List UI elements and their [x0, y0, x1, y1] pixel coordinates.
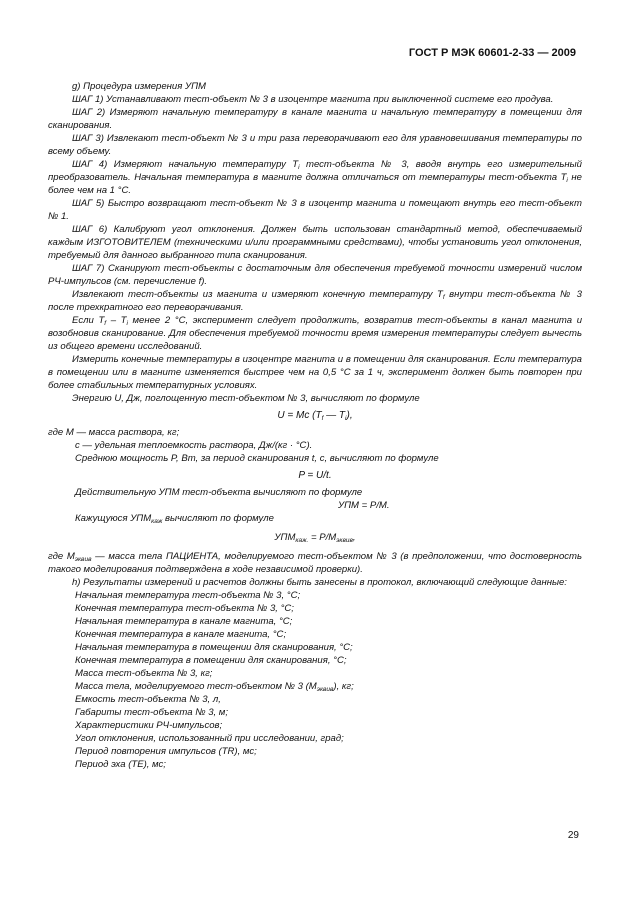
list-item: Угол отклонения, использованный при исследовании, град;	[75, 733, 344, 744]
document-body	[48, 80, 582, 771]
paragraph-if-condition: Если $T_f - T_i$ менее 2 °С, эксперимент следует продолжить, возвратив тест-объекты в канал магнита и возобновив сканирование. Для обеспечения требуемой точности время измерения температуры следует вычесть из общего времени исследований.	[48, 315, 583, 352]
list-item: Масса тест-объекта № 3, кг;	[75, 668, 213, 679]
paragraph-step-2: ШАГ 2) Измеряют начальную температуру в канале магнита и начальную температуру в помещении для сканирования.	[48, 107, 582, 131]
formula-power: P = U/t.	[298, 470, 332, 481]
list-item: Характеристики РЧ-импульсов;	[75, 720, 223, 731]
list-item: Конечная температура в помещении для сканирования, °С;	[75, 655, 347, 666]
protocol-data-list	[48, 589, 582, 771]
paragraph-section-h: h) Результаты измерений и расчетов должны быть занесены в протокол, включающий следующие данные:	[72, 577, 567, 588]
paragraph-step-1: ШАГ 1) Устанавливают тест-объект № 3 в изоцентре магнита при выключенной системе его продува.	[72, 94, 554, 105]
formula-energy: U = Mc ($T_f$ — $T_i$),	[277, 410, 353, 422]
formula-apparent-sar: $УПМ_{каж.} = P/M_{эквив}$,	[274, 532, 356, 544]
list-item: Габариты тест-объекта № 3, м;	[75, 707, 229, 718]
list-item: Начальная температура в канале магнита, °С;	[75, 616, 293, 627]
document-header: ГОСТ Р МЭК 60601-2-33 — 2009	[408, 47, 576, 59]
list-item: Конечная температура в канале магнита, °С;	[75, 629, 287, 640]
list-item: Конечная температура тест-объекта № 3, °С;	[75, 603, 294, 614]
paragraph-extract: Извлекают тест-объекты из магнита и измеряют конечную температуру $T_f$ внутри тест-объекта № 3 после трехкратного его переворачивания.	[48, 289, 582, 313]
paragraph-step-5: ШАГ 5) Быстро возвращают тест-объект № 3 в изоцентр магнита и помещают внутрь его тест-объект № 1.	[48, 198, 582, 222]
where-heat-capacity: c — удельная теплоемкость раствора, Дж/(кг · °С).	[75, 440, 313, 451]
paragraph-apparent-sar: Кажущуюся $УПМ_{каж}$ вычисляют по формуле	[75, 513, 274, 525]
list-item: Начальная температура в помещении для сканирования, °С;	[75, 642, 353, 653]
paragraph-energy: Энергию U, Дж, поглощенную тест-объектом № 3, вычисляют по формуле	[72, 393, 420, 404]
page-number: 29	[567, 830, 579, 841]
paragraph-step-7: ШАГ 7) Сканируют тест-объекты с достаточным для обеспечения требуемой точности измерений числом РЧ-импульсов (см. перечисление f).	[48, 263, 582, 287]
paragraph-step-4: ШАГ 4) Измеряют начальную температуру $T_i$ тест-объекта № 3, вводя внутрь его измерительный преобразователь. Начальная температура в магните должна отличаться от температуры тест-объекта $T_i$ не более чем на 1 °С.	[48, 159, 582, 196]
paragraph-step-6: ШАГ 6) Калибруют угол отклонения. Должен быть использован стандартный метод, обеспечиваемый каждым ИЗГОТОВИТЕЛЕМ (техническими и/или программными средствами), чтобы установить угол отклонения, требуемый для данного выбранного типа сканирования.	[48, 224, 582, 261]
paragraph-power: Среднюю мощность P, Вт, за период сканирования t, с, вычисляют по формуле	[75, 453, 439, 464]
list-item: Начальная температура тест-объекта № 3, °С;	[75, 590, 301, 601]
where-mass: где M — масса раствора, кг;	[48, 427, 180, 438]
paragraph-actual-sar: Действительную УПМ тест-объекта вычисляют по формуле	[75, 487, 363, 498]
paragraph-step-3: ШАГ 3) Извлекают тест-объект № 3 и три раза переворачивают его для уравновешивания температуры по всему объему.	[48, 133, 582, 157]
list-item: Период эха (TE), мс;	[75, 759, 166, 770]
list-item: Емкость тест-объекта № 3, л,	[75, 694, 221, 705]
list-item: Масса тела, моделируемого тест-объектом № 3 $(M_{эквив})$, кг;	[75, 681, 354, 693]
section-g-title: g) Процедура измерения УПМ	[72, 81, 206, 92]
paragraph-where-equiv-mass: где $M_{эквив}$ — масса тела ПАЦИЕНТА, моделируемого тест-объектом № 3 (в предположении, что достоверность такого моделирования подтверждена в ходе независимой проверки).	[48, 551, 582, 575]
paragraph-final-temps: Измерить конечные температуры в изоцентре магнита и в помещении для сканирования. Если температура в помещении или в магните изменяется быстрее чем на 0,5 °С за 1 ч, эксперимент должен быть повторен при более стабильных температурных условиях.	[48, 354, 582, 391]
formula-actual-sar: УПМ = P/M.	[338, 500, 390, 511]
list-item: Период повторения импульсов (TR), мс;	[75, 746, 257, 757]
